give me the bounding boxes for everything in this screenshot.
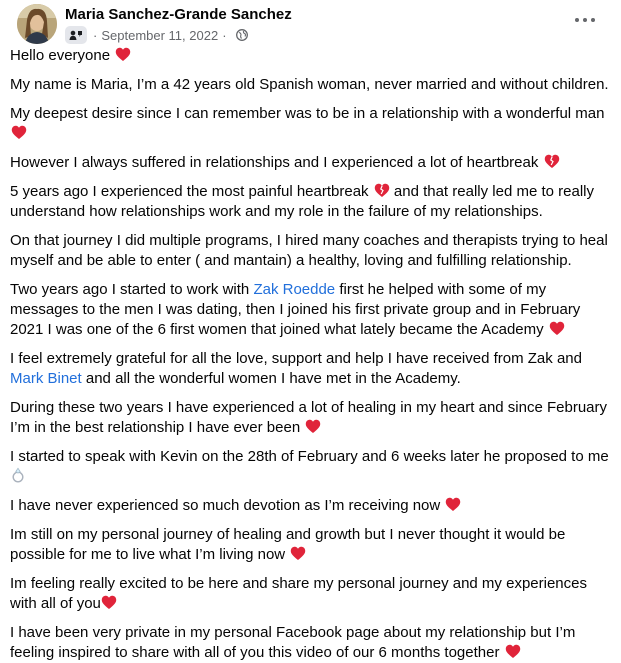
post-header bbox=[10, 0, 611, 46]
ring-icon bbox=[11, 467, 25, 483]
mention-link-mark[interactable]: Mark Binet bbox=[10, 370, 82, 387]
post-text: Im still on my personal journey of healing and growth but I never thought it would be possible for me to live what I’m living now bbox=[10, 526, 566, 563]
post-line bbox=[10, 153, 611, 173]
broken-heart-icon bbox=[544, 154, 560, 169]
globe-icon[interactable] bbox=[236, 29, 248, 41]
post-meta bbox=[65, 26, 248, 44]
post-line bbox=[10, 231, 611, 271]
heart-icon bbox=[11, 125, 27, 140]
post-text: I started to speak with Kevin on the 28th of February and 6 weeks later he proposed to me bbox=[10, 448, 609, 465]
post-text: I have never experienced so much devotion as I’m receiving now bbox=[10, 497, 445, 514]
post-line bbox=[10, 496, 611, 516]
heart-icon bbox=[101, 595, 117, 610]
post-line bbox=[10, 623, 611, 663]
post-text: Hello everyone bbox=[10, 47, 115, 64]
heart-icon bbox=[290, 546, 306, 561]
post-date[interactable]: September 11, 2022 bbox=[101, 27, 219, 43]
post-line bbox=[10, 447, 611, 487]
mention-link-zak[interactable]: Zak Roedde bbox=[253, 281, 336, 298]
post-text: However I always suffered in relationships and I experienced a lot of heartbreak bbox=[10, 154, 543, 171]
post-text: During these two years I have experienced a lot of healing in my heart and since February I’m in the best relationship I have ever been bbox=[10, 399, 607, 436]
author-avatar[interactable] bbox=[17, 4, 57, 44]
meta-separator-2: · bbox=[222, 27, 227, 43]
post-line bbox=[10, 349, 611, 389]
heart-icon bbox=[305, 419, 321, 434]
post-text: first he helped with some of my messages to the men I was dating, then I joined his first private group and in February 2021 I was one of the 6 first women that joined what lately became the Academy bbox=[10, 281, 581, 338]
post-text: On that journey I did multiple programs, I hired many coaches and therapists trying to heal myself and be able to enter ( and mantain) a healthy, loving and fulfilling relationship. bbox=[10, 232, 608, 269]
post-line bbox=[10, 75, 611, 95]
post-text: I feel extremely grateful for all the love, support and help I have received from Zak and bbox=[10, 350, 582, 367]
post-line bbox=[10, 398, 611, 438]
heart-icon bbox=[115, 47, 131, 62]
post-text: 5 years ago I experienced the most painful heartbreak bbox=[10, 183, 373, 200]
post-line bbox=[10, 280, 611, 340]
author-name[interactable]: Maria Sanchez-Grande Sanchez bbox=[65, 6, 292, 23]
post-text: and that really led me to really understand how relationships work and my role in the failure of my relationships. bbox=[10, 183, 594, 220]
post-line bbox=[10, 46, 611, 66]
post-text: My name is Maria, I’m a 42 years old Spanish woman, never married and without children. bbox=[10, 76, 609, 93]
post-line bbox=[10, 525, 611, 565]
post-body bbox=[10, 46, 611, 663]
more-options-icon[interactable] bbox=[575, 12, 595, 28]
post-text: and all the wonderful women I have met in the Academy. bbox=[81, 370, 461, 387]
post-text: Two years ago I started to work with bbox=[10, 281, 254, 298]
group-badge-icon[interactable] bbox=[65, 26, 87, 44]
heart-icon bbox=[549, 321, 565, 336]
post-text: Im feeling really excited to be here and share my personal journey and my experiences with all of you bbox=[10, 575, 587, 612]
post-text: I have been very private in my personal Facebook page about my relationship but I’m feeling inspired to share with all of you this video of our 6 months together bbox=[10, 624, 576, 661]
post-text: My deepest desire since I can remember was to be in a relationship with a wonderful man bbox=[10, 105, 605, 122]
post-line bbox=[10, 104, 611, 144]
heart-icon bbox=[505, 644, 521, 659]
meta-separator: · bbox=[93, 27, 98, 43]
heart-icon bbox=[445, 497, 461, 512]
broken-heart-icon bbox=[374, 183, 390, 198]
post-line bbox=[10, 574, 611, 614]
post-line bbox=[10, 182, 611, 222]
